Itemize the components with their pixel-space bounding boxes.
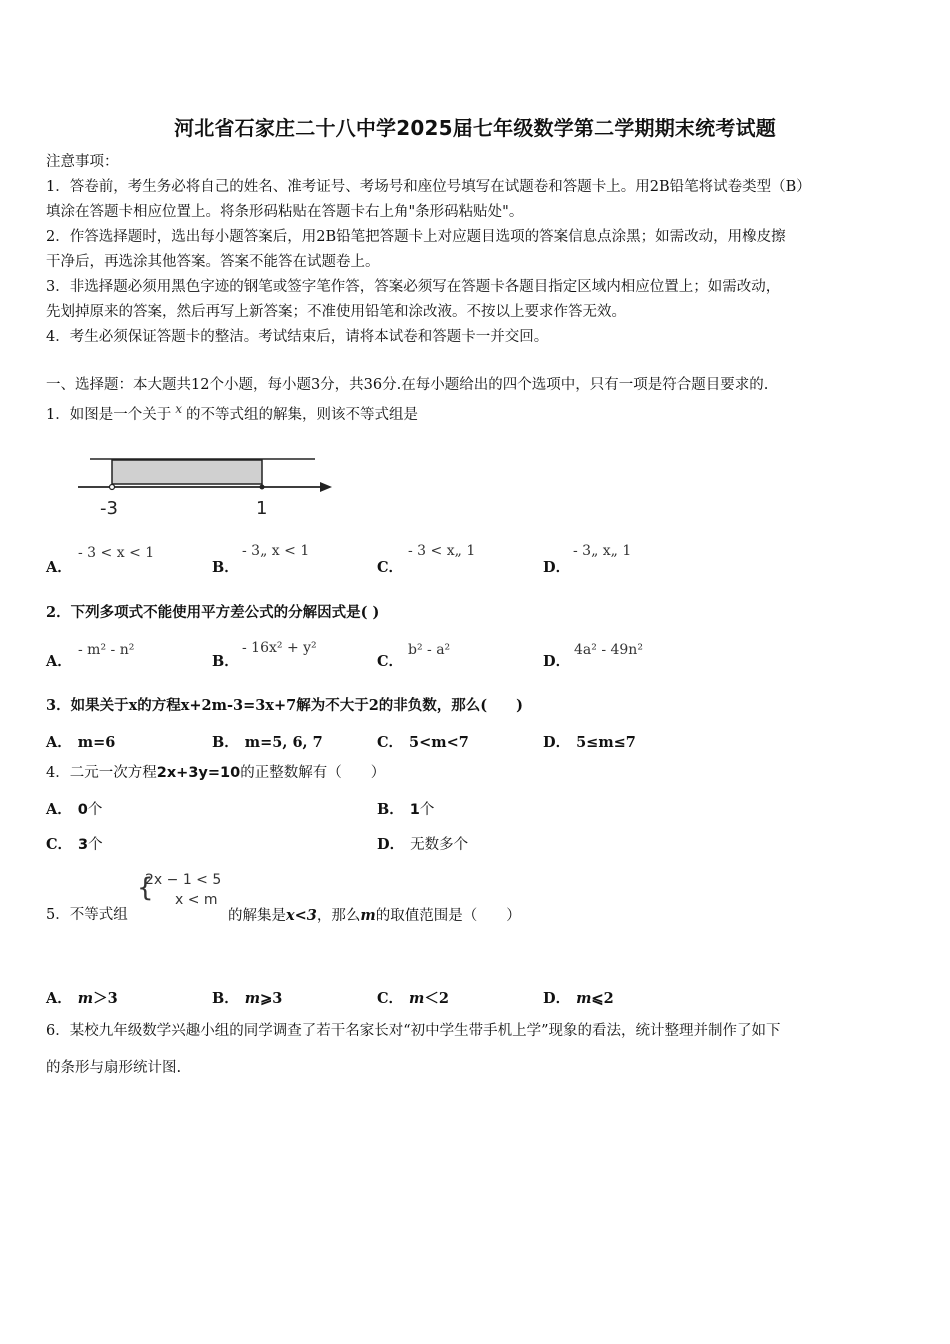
q2-option-c[interactable]: C．: [377, 653, 404, 670]
q2-option-c-expr: b² - a²: [408, 642, 451, 658]
q3-option-a[interactable]: A． m=6: [46, 734, 116, 751]
q1-option-c[interactable]: C．: [377, 559, 404, 576]
q5-option-b[interactable]: B． m⩾3: [212, 990, 283, 1007]
q4-option-b[interactable]: B． 1个: [377, 801, 435, 818]
question-2-stem: 2．下列多项式不能使用平方差公式的分解因式是( ): [46, 604, 380, 621]
q5-option-d[interactable]: D． m⩽2: [543, 990, 614, 1007]
page-title: 河北省石家庄二十八中学2025届七年级数学第二学期期末统考试题: [174, 116, 776, 140]
q2-option-a[interactable]: A．: [46, 653, 72, 670]
notice-line: 先划掉原来的答案，然后再写上新答案；不准使用铅笔和涂改液。不按以上要求作答无效。: [46, 304, 626, 320]
number-line-figure: [70, 440, 340, 522]
q3-option-c[interactable]: C． 5<m<7: [377, 734, 469, 751]
notice-line: 2．作答选择题时，选出每小题答案后，用2B铅笔把答题卡上对应题目选项的答案信息点涂黑；如需改动，用橡皮擦: [46, 229, 786, 245]
arrow-icon: [320, 482, 332, 492]
right-endpoint: [260, 485, 265, 490]
q2-option-d[interactable]: D．: [543, 653, 571, 670]
q1-option-d-expr: - 3„ x„ 1: [573, 543, 632, 559]
q4-option-c[interactable]: C． 3个: [46, 836, 103, 853]
q2-option-d-expr: 4a² - 49n²: [574, 642, 643, 658]
q1-option-a[interactable]: A．: [46, 559, 72, 576]
right-label: 1: [256, 498, 268, 519]
question-1-stem: 1．如图是一个关于 $^x$ 的不等式组的解集，则该不等式组是: [46, 402, 419, 423]
q1-option-a-expr: - 3 < x < 1: [78, 545, 155, 561]
q5-option-c[interactable]: C． m＜2: [377, 990, 449, 1007]
q2-option-b[interactable]: B．: [212, 653, 239, 670]
q4-option-d[interactable]: D． 无数多个: [377, 836, 469, 853]
notice-line: 干净后，再选涂其他答案。答案不能答在试题卷上。: [46, 254, 380, 270]
question-6-line-1: 6．某校九年级数学兴趣小组的同学调查了若干名家长对“初中学生带手机上学”现象的看法，统计整理并制作了如下: [46, 1023, 781, 1039]
q2-option-b-expr: - 16x² + y²: [242, 640, 317, 656]
q1-option-c-expr: - 3 < x„ 1: [408, 543, 476, 559]
notice-line: 3．非选择题必须用黑色字迹的钢笔或签字笔作答，答案必须写在答题卡各题目指定区域内相应位置上；如需改动，: [46, 279, 781, 295]
solution-shading: [112, 460, 262, 484]
notice-line: 填涂在答题卡相应位置上。将条形码粘贴在答题卡右上角"条形码粘贴处"。: [46, 204, 524, 220]
q3-option-b[interactable]: B． m=5, 6, 7: [212, 734, 323, 751]
section-heading: 一、选择题：本大题共12个小题，每小题3分，共36分.在每小题给出的四个选项中，只有一项是符合题目要求的.: [46, 377, 769, 393]
q4-option-a[interactable]: A． 0个: [46, 801, 103, 818]
left-label: -3: [100, 498, 118, 519]
question-6-line-2: 的条形与扇形统计图.: [46, 1060, 182, 1076]
left-endpoint: [110, 485, 115, 490]
brace-icon: {: [137, 873, 154, 903]
q5-option-a[interactable]: A． m＞3: [46, 990, 118, 1007]
notice-heading: 注意事项：: [46, 154, 119, 170]
question-5-rest: 的解集是x<3，那么m的取值范围是（ ）: [228, 907, 521, 924]
q3-option-d[interactable]: D． 5≤m≤7: [543, 734, 636, 751]
question-3-stem: 3．如果关于x的方程x+2m-3=3x+7解为不大于2的非负数，那么( ): [46, 697, 523, 714]
question-5-prefix: 5．不等式组: [46, 907, 128, 923]
notice-line: 1．答卷前，考生务必将自己的姓名、准考证号、考场号和座位号填写在试题卷和答题卡上。用2B铅笔将试卷类型（B）: [46, 179, 811, 195]
q1-option-d[interactable]: D．: [543, 559, 571, 576]
q1-option-b[interactable]: B．: [212, 559, 239, 576]
q1-option-b-expr: - 3„ x < 1: [242, 543, 310, 559]
q2-option-a-expr: - m² - n²: [78, 642, 135, 658]
question-4-stem: 4．二元一次方程2x+3y=10的正整数解有（ ）: [46, 765, 386, 781]
notice-line: 4．考生必须保证答题卡的整洁。考试结束后，请将本试卷和答题卡一并交回。: [46, 329, 549, 345]
